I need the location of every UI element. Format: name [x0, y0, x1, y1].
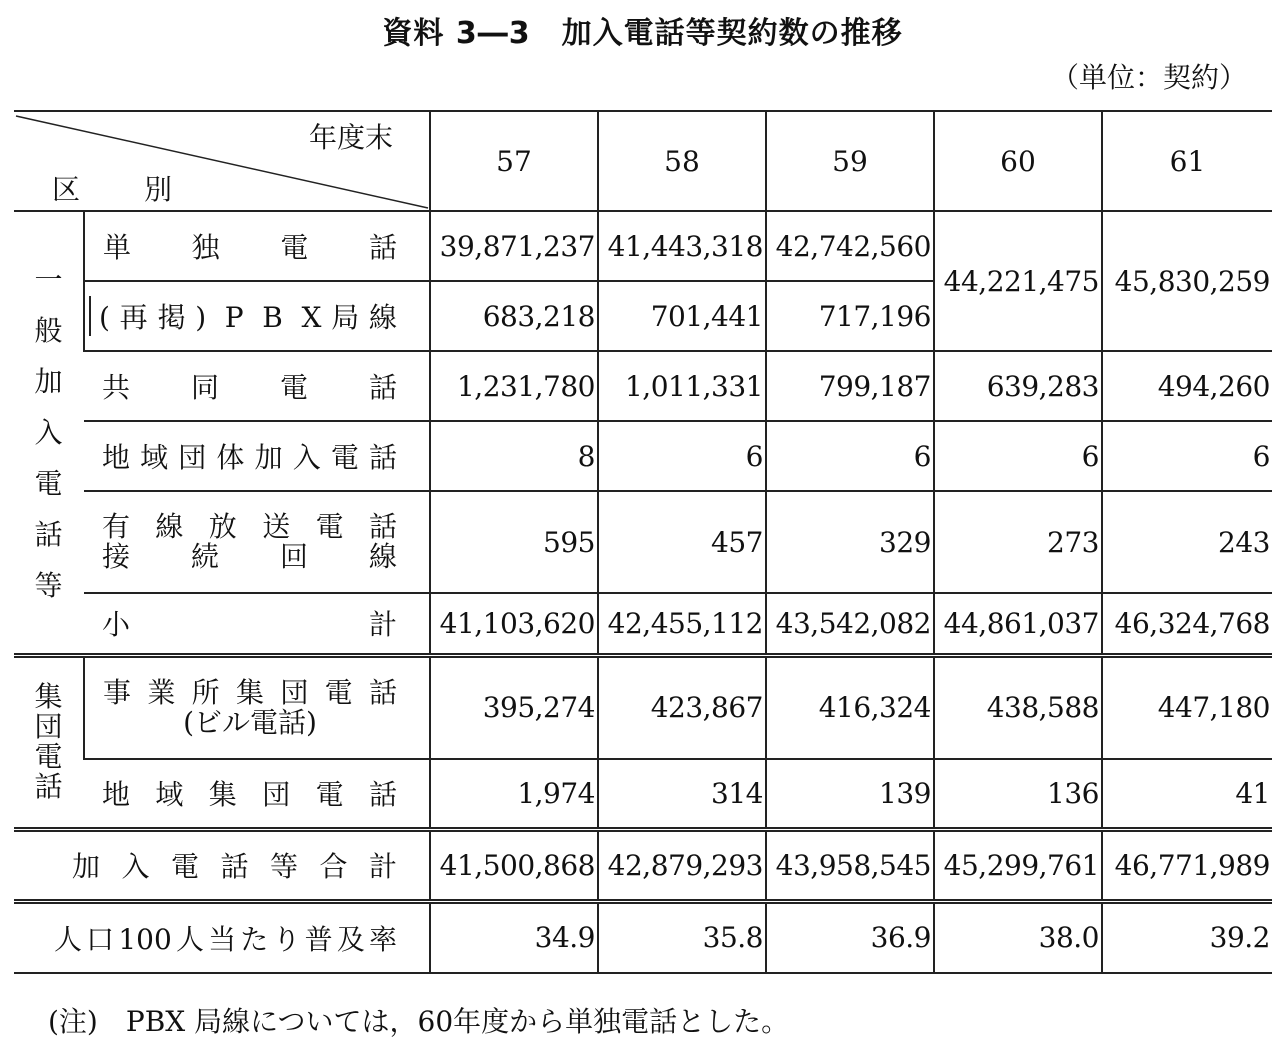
cell-tandoku-60: 44,221,475: [934, 211, 1102, 351]
footnote: (注) PBX 局線については，60年度から単独電話とした。: [48, 1005, 790, 1038]
row-label-total: 加入電話等合計: [14, 829, 430, 901]
cell-subtotal-61: 46,324,768: [1102, 593, 1272, 655]
cell-yusen-58: 457: [598, 491, 766, 593]
cell-rate-61: 39.2: [1102, 901, 1272, 973]
category-label: 区 別: [52, 173, 191, 206]
row-label-chiiki-dantai: 地域団体加入電話: [84, 421, 430, 491]
cell-tandoku-59: 42,742,560: [766, 211, 934, 281]
yusen-label-line2: 接続回線: [102, 540, 397, 573]
cell-jigyosho-58: 423,867: [598, 655, 766, 759]
cell-yusen-61: 243: [1102, 491, 1272, 593]
year-header-58: 58: [598, 111, 766, 211]
cell-total-57: 41,500,868: [430, 829, 598, 901]
cell-rate-60: 38.0: [934, 901, 1102, 973]
group-general-label: 一般加入電話等: [34, 262, 63, 602]
cell-kyodo-60: 639,283: [934, 351, 1102, 421]
cell-chiiki-dantai-58: 6: [598, 421, 766, 491]
table-row-tandoku: [14, 211, 1272, 281]
row-label-yusen: [84, 491, 430, 593]
yusen-label-line1: 有線放送電話: [102, 510, 397, 543]
row-label-rate: 人口100人当たり普及率: [14, 901, 430, 973]
year-end-label: 年度末: [308, 121, 393, 154]
cell-yusen-57: 595: [430, 491, 598, 593]
jigyosho-label-line2: (ビル電話): [183, 705, 317, 739]
year-header-60: 60: [934, 111, 1102, 211]
cell-chiiki-shudan-57: 1,974: [430, 759, 598, 829]
year-header-61: 61: [1102, 111, 1272, 211]
table-row-yusen: [14, 491, 1272, 593]
cell-rate-59: 36.9: [766, 901, 934, 973]
cell-subtotal-58: 42,455,112: [598, 593, 766, 655]
year-header-57: 57: [430, 111, 598, 211]
header-corner: [14, 111, 430, 211]
cell-chiiki-shudan-58: 314: [598, 759, 766, 829]
row-label-jigyosho: [84, 655, 430, 759]
cell-jigyosho-59: 416,324: [766, 655, 934, 759]
cell-total-60: 45,299,761: [934, 829, 1102, 901]
cell-chiiki-dantai-61: 6: [1102, 421, 1272, 491]
cell-tandoku-58: 41,443,318: [598, 211, 766, 281]
row-label-chiiki-shudan: 地域集団電話: [84, 759, 430, 829]
cell-chiiki-dantai-57: 8: [430, 421, 598, 491]
cell-chiiki-shudan-60: 136: [934, 759, 1102, 829]
group-general: [14, 211, 84, 655]
pbx-label-text: (再掲) P B X局線: [89, 296, 397, 336]
cell-kyodo-58: 1,011,331: [598, 351, 766, 421]
cell-jigyosho-57: 395,274: [430, 655, 598, 759]
subtotal-label-left: 小: [102, 608, 131, 642]
cell-subtotal-59: 43,542,082: [766, 593, 934, 655]
table-row-kyodo: [14, 351, 1272, 421]
page-title: 資料 3―3 加入電話等契約数の推移: [382, 16, 903, 51]
row-label-pbx: [84, 281, 430, 351]
cell-chiiki-shudan-61: 41: [1102, 759, 1272, 829]
cell-yusen-60: 273: [934, 491, 1102, 593]
row-label-kyodo: 共同電話: [84, 351, 430, 421]
table-row-rate: [14, 901, 1272, 973]
cell-total-61: 46,771,989: [1102, 829, 1272, 901]
table-row-jigyosho: [14, 655, 1272, 759]
row-label-tandoku: 単独電話: [84, 211, 430, 281]
cell-jigyosho-60: 438,588: [934, 655, 1102, 759]
contracts-table: [14, 110, 1272, 974]
cell-kyodo-57: 1,231,780: [430, 351, 598, 421]
cell-jigyosho-61: 447,180: [1102, 655, 1272, 759]
cell-tandoku-61: 45,830,259: [1102, 211, 1272, 351]
jigyosho-label-line1: 事業所集団電話: [103, 675, 397, 709]
cell-pbx-59: 717,196: [766, 281, 934, 351]
table-row-total: [14, 829, 1272, 901]
cell-subtotal-60: 44,861,037: [934, 593, 1102, 655]
cell-chiiki-dantai-60: 6: [934, 421, 1102, 491]
cell-yusen-59: 329: [766, 491, 934, 593]
group-collective: [14, 655, 84, 829]
cell-rate-58: 35.8: [598, 901, 766, 973]
cell-tandoku-57: 39,871,237: [430, 211, 598, 281]
cell-kyodo-59: 799,187: [766, 351, 934, 421]
cell-kyodo-61: 494,260: [1102, 351, 1272, 421]
cell-rate-57: 34.9: [430, 901, 598, 973]
cell-chiiki-shudan-59: 139: [766, 759, 934, 829]
group-collective-label: 集団電話: [34, 680, 63, 803]
cell-total-59: 43,958,545: [766, 829, 934, 901]
cell-chiiki-dantai-59: 6: [766, 421, 934, 491]
cell-total-58: 42,879,293: [598, 829, 766, 901]
cell-pbx-58: 701,441: [598, 281, 766, 351]
table-row-chiiki-dantai: [14, 421, 1272, 491]
table-row-subtotal: [14, 593, 1272, 655]
subtotal-label-right: 計: [368, 608, 397, 642]
table-row-chiiki-shudan: [14, 759, 1272, 829]
year-header-59: 59: [766, 111, 934, 211]
header-row: [14, 111, 1272, 211]
unit-label: （単位：契約）: [1050, 61, 1247, 94]
row-label-subtotal: [84, 593, 430, 655]
cell-subtotal-57: 41,103,620: [430, 593, 598, 655]
cell-pbx-57: 683,218: [430, 281, 598, 351]
